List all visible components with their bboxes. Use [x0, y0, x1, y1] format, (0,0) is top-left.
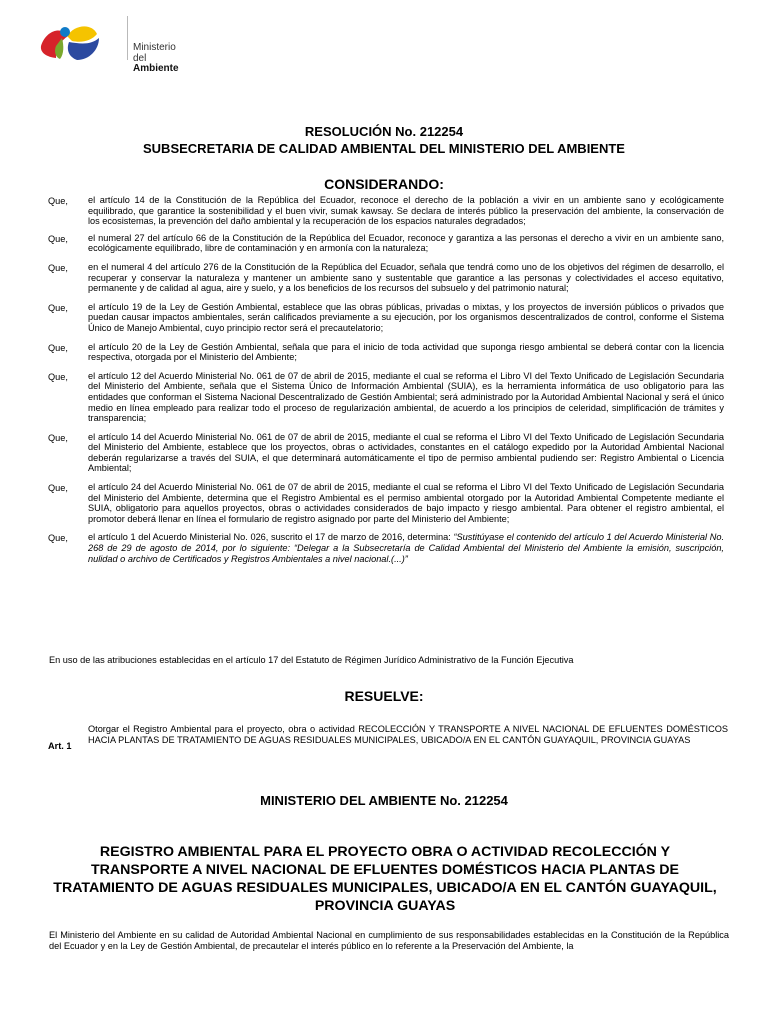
usage-paragraph: En uso de las atribuciones establecidas en el artículo 17 del Estatuto de Régimen Jurídico Administrativo de la Función Ejecutiva [49, 655, 574, 665]
que-label: Que, [48, 302, 68, 313]
que-text: el artículo 14 de la Constitución de la República del Ecuador, reconoce el derecho de la población a vivir en un ambiente sano y ecológicamente equilibrado, que garantice la sostenibilidad y el buen vivir, sumak kawsay. Se declara de interés público la preservación del ambiente, la conservación de los ecosistemas, la prevención del daño ambiental y la recuperación de los espacios naturales degradados; [88, 195, 724, 227]
que-text: en el numeral 4 del artículo 276 de la Constitución de la República del Ecuador, señala que tendrá como uno de los objetivos del régimen de desarrollo, el recuperar y conservar la naturaleza y mantener un ambiente sano y sustentable que garantice a las personas y colectividades el acceso equitativo, permanente y de calidad al agua, aire y suelo, y a los beneficios de los recursos del subsuelo y del patrimonio natural; [88, 261, 724, 294]
list-item [48, 371, 728, 424]
article-1 [48, 724, 728, 752]
list-item [48, 482, 728, 524]
que-text: el artículo 1 del Acuerdo Ministerial No. 026, suscrito el 17 de marzo de 2016, determina: “Sustitúyase el contenido del artículo 1 del Acuerdo Ministerial No. 268 de 29 de agosto de 2014, por lo siguiente: “Delegar a la Subsecretaría de Calidad Ambiental del Ministerio del Ambiente la emisión, suscripción, nulidad o archivo de Certificados y Registros Ambientales a nivel nacional.(...)” [88, 532, 725, 564]
list-item [48, 532, 728, 564]
ministry-logo [38, 16, 179, 74]
resuelve-heading: RESUELVE: [344, 688, 424, 704]
que-text: el artículo 12 del Acuerdo Ministerial No. 061 de 07 de abril de 2015, mediante el cual se reforma el Libro VI del Texto Unificado de Legislación Secundaria del Ministerio del Ambiente, señala que el Sistema Único de Información Ambiental (SUIA), es la herramienta informática de uso obligatorio para las entidades que conforman el Sistema Nacional Descentralizado de Gestión Ambiental; será administrado por la Autoridad Ambiental Nacional y será el único medio en línea empleado para realizar todo el proceso de regularización ambiental, de acuerdo a los principios de celeridad, simplificación de trámites y transparencia; [88, 370, 724, 424]
ecuador-logo-icon [38, 16, 128, 64]
final-paragraph: El Ministerio del Ambiente en su calidad de Autoridad Ambiental Nacional en cumplimiento de sus responsabilidades establecidas en la Constitución de la República del Ecuador y en la Ley de Gestión Ambiental, de precautelar el interés público en lo referente a la Preservación del Ambiente, la [49, 930, 729, 951]
que-label: Que, [48, 371, 68, 382]
list-item [48, 233, 728, 254]
logo-divider [127, 16, 128, 60]
list-item [48, 262, 728, 294]
article-text: Otorgar el Registro Ambiental para el proyecto, obra o actividad RECOLECCIÓN Y TRANSPORTE A NIVEL NACIONAL DE EFLUENTES DOMÉSTICOS HACIA PLANTAS DE TRATAMIENTO DE AGUAS RESIDUALES MUNICIPALES, UBICADO/A EN EL CANTÓN GUAYAQUIL, PROVINCIA GUAYAS [88, 724, 728, 745]
que-text: el artículo 14 del Acuerdo Ministerial No. 061 de 07 de abril de 2015, mediante el cual se reforma el Libro VI del Texto Unificado de Legislación Secundaria del Ministerio del Ambiente, establece que los proyectos, obras o actividades, constantes en el catálogo expedido por la Autoridad Ambiental Nacional deberán regularizarse a través del SUIA, el que determinará automáticamente el tipo de permiso ambiental pudiendo ser: Registro Ambiental o Licencia Ambiental; [88, 431, 724, 474]
list-item [48, 432, 728, 474]
list-item [48, 342, 728, 363]
article-label: Art. 1 [48, 741, 72, 751]
registro-title: REGISTRO AMBIENTAL PARA EL PROYECTO OBRA O ACTIVIDAD RECOLECCIÓN Y TRANSPORTE A NIVEL NACIONAL DE EFLUENTES DOMÉSTICOS HACIA PLANTAS DE TRATAMIENTO DE AGUAS RESIDUALES MUNICIPALES, UBICADO/A EN EL CANTÓN GUAYAQUIL, PROVINCIA GUAYAS [53, 844, 717, 914]
ministerio-title: MINISTERIO DEL AMBIENTE No. 212254 [260, 793, 508, 808]
logo-text-ministerio: Ministerio [133, 42, 176, 53]
que-text: el artículo 20 de la Ley de Gestión Ambiental, señala que para el inicio de toda actividad que suponga riesgo ambiental se deberá contar con la licencia respectiva, otorgada por el Ministerio del Ambiente; [88, 341, 724, 363]
list-item [48, 302, 728, 334]
subsecretaria-title: SUBSECRETARIA DE CALIDAD AMBIENTAL DEL MINISTERIO DEL AMBIENTE [143, 141, 625, 156]
logo-text-ambiente: del Ambiente [133, 53, 179, 74]
que-text: el artículo 24 del Acuerdo Ministerial No. 061 de 07 de abril de 2015, mediante el cual se reforma el Libro VI del Texto Unificado de Legislación Secundaria del Ministerio del Ambiente, determina que el Registro Ambiental es el permiso ambiental otorgado por la Autoridad Ambiental Competente mediante el SUIA, obligatorio para aquellos proyectos, obras o actividades considerados de bajo impacto y riesgo ambiental. Para obtener el registro ambiental, el promotor deberá llenar en línea el formulario de registro asignado por parte del Ministerio del Ambiente; [88, 482, 724, 524]
considerando-heading: CONSIDERANDO: [324, 176, 444, 192]
resolution-title: RESOLUCIÓN No. 212254 [304, 124, 464, 139]
que-label: Que, [48, 233, 68, 244]
que-label: Que, [48, 262, 68, 273]
que-label: Que, [48, 533, 68, 544]
que-label: Que, [48, 342, 68, 353]
que-label: Que, [48, 432, 68, 443]
que-text: el artículo 19 de la Ley de Gestión Ambiental, establece que las obras públicas, privadas o mixtas, y los proyectos de inversión públicos o privados que puedan causar impactos ambientales, serán calificados previamente a su ejecución, por los organismos descentralizados de control, conforme el Sistema Único de Manejo Ambiental, cuyo principio rector será el precautelatorio; [88, 301, 724, 333]
que-label: Que, [48, 483, 68, 494]
considerandos-list [48, 195, 728, 564]
list-item [48, 195, 728, 227]
que-text: el numeral 27 del artículo 66 de la Constitución de la República del Ecuador, reconoce y garantiza a las personas el derecho a vivir en un ambiente sano, ecológicamente equilibrado, libre de contaminación y en armonía con la naturaleza; [88, 232, 724, 254]
que-label: Que, [48, 196, 68, 206]
